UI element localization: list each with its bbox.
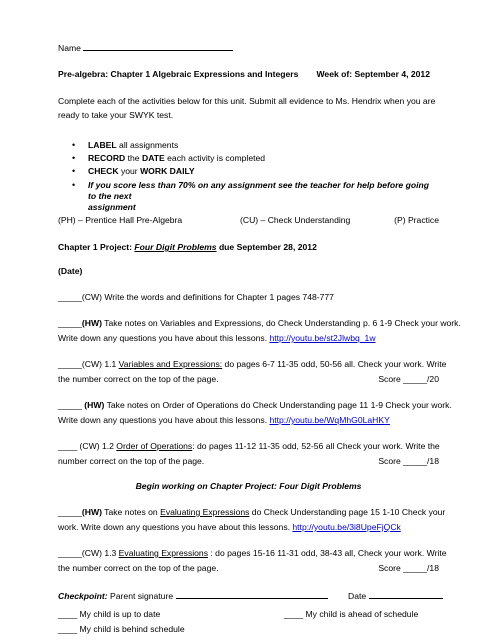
bullet-check: • CHECK your WORK DAILY bbox=[70, 166, 438, 177]
name-label: Name bbox=[58, 43, 81, 53]
page-title: Pre-algebra: Chapter 1 Algebraic Expressions and Integers bbox=[58, 69, 299, 79]
name-line bbox=[58, 41, 439, 53]
checkpoint-date-blank bbox=[369, 589, 443, 599]
item-hw-order: _____ (HW) Take notes on Order of Operations do Check Understanding page 11 1-9 Check your work. bbox=[58, 400, 452, 410]
name-blank bbox=[83, 41, 233, 51]
title-line bbox=[58, 69, 439, 79]
checkpoint-label: Checkpoint: bbox=[58, 591, 108, 601]
item-hw-order-line2: Write down any questions you have about this lessons. http://youtu.be/WqMhG0LaHKY bbox=[58, 415, 390, 425]
item-hw-variables: _____(HW) Take notes on Variables and Expressions, do Check Understanding p. 6 1-9 Check your work. bbox=[58, 318, 461, 328]
week-label: Week of: September 4, 2012 bbox=[316, 69, 430, 79]
section-heading: Begin working on Chapter Project: Four Digit Problems bbox=[135, 481, 362, 491]
item-hw-evaluating: _____(HW) Take notes on Evaluating Expressions do Check Understanding page 15 1-10 Check your bbox=[58, 507, 446, 517]
option-ahead: ____ My child is ahead of schedule bbox=[284, 609, 419, 619]
checkpoint-date-label: Date bbox=[348, 591, 367, 601]
bullet-label: • LABEL all assignments bbox=[70, 140, 438, 151]
intro-line-2: ready to take your SWYK test. bbox=[58, 110, 174, 120]
checkpoint-line: Checkpoint: Parent signature Date bbox=[58, 589, 439, 601]
signature-blank bbox=[176, 589, 328, 599]
video-link-evaluating[interactable]: http://youtu.be/3i8UpeFjQCk bbox=[292, 522, 401, 532]
item-hw-evaluating-line2: work. Write down any questions you have about this lessons. http://youtu.be/3i8UpeFjQCk bbox=[58, 522, 401, 532]
item-cw-1-2-line2: number correct on the top of the page. Score _____/18 bbox=[58, 456, 439, 466]
video-link-variables[interactable]: http://youtu.be/st2Jlwbq_1w bbox=[269, 333, 376, 343]
item-cw-1-1: _____(CW) 1.1 Variables and Expressions: do pages 6-7 11-35 odd, 50-56 all. Check your work. Write bbox=[58, 359, 447, 369]
option-behind: ____ My child is behind schedule bbox=[58, 624, 185, 634]
project-name: Four Digit Problems bbox=[134, 242, 217, 252]
item-cw-1-1-line2: the number correct on the top of the page. Score _____/20 bbox=[58, 374, 439, 384]
score-1-3: Score _____/18 bbox=[378, 563, 439, 573]
item-cw-1-3-line2: the number correct on the top of the page. Score _____/18 bbox=[58, 563, 439, 573]
bullet-record: • RECORD the DATE each activity is completed bbox=[70, 153, 438, 164]
item-cw-words: _____(CW) Write the words and definitions for Chapter 1 pages 748-777 bbox=[58, 292, 334, 302]
item-cw-1-2: ____ (CW) 1.2 Order of Operations: do pages 11-12 11-35 odd, 52-56 all Check your work. Write the bbox=[58, 441, 440, 451]
video-link-order[interactable]: http://youtu.be/WqMhG0LaHKY bbox=[269, 415, 390, 425]
bullet-warning: • If you score less than 70% on any assignment see the teacher for help before going to the next assignment bbox=[70, 180, 438, 214]
legend-ph: (PH) – Prentice Hall Pre-Algebra bbox=[58, 215, 183, 225]
option-up-to-date: ____ My child is up to date bbox=[58, 609, 161, 619]
item-cw-1-3: _____(CW) 1.3 Evaluating Expressions : do pages 15-16 11-31 odd, 38-43 all, Check your work. Write bbox=[58, 548, 447, 558]
checkpoint-options-row bbox=[58, 609, 439, 619]
item-hw-variables-line2: Write down any questions you have about this lessons. http://youtu.be/st2Jlwbq_1w bbox=[58, 333, 376, 343]
legend-line bbox=[58, 215, 439, 225]
legend-cu: (CU) – Check Understanding bbox=[240, 215, 351, 225]
date-label: (Date) bbox=[58, 266, 83, 276]
legend-p: (P) Practice bbox=[394, 215, 439, 225]
intro-line-1: Complete each of the activities below for this unit. Submit all evidence to Ms. Hendrix when you are bbox=[58, 96, 436, 106]
score-1-1: Score _____/20 bbox=[378, 374, 439, 384]
score-1-2: Score _____/18 bbox=[378, 456, 439, 466]
instruction-list bbox=[70, 140, 438, 215]
project-line: Chapter 1 Project: Four Digit Problems due September 28, 2012 bbox=[58, 242, 317, 252]
